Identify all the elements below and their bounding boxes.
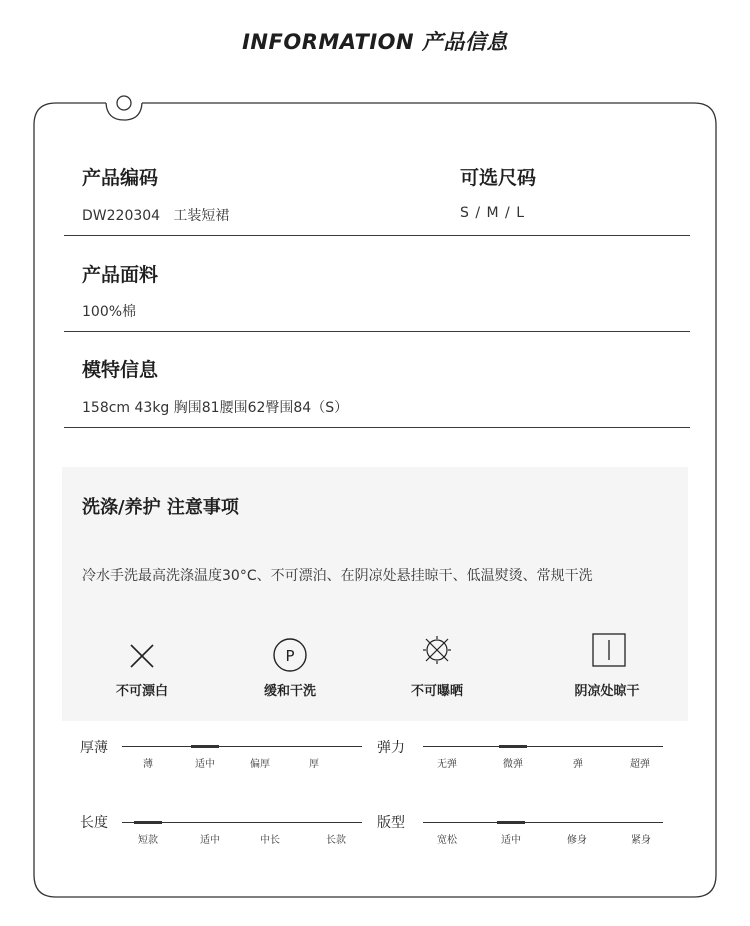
divider bbox=[64, 427, 690, 428]
care-icon-label: 阴凉处晾干 bbox=[574, 684, 640, 699]
circle-p-icon bbox=[272, 637, 308, 673]
scale-option-label: 偏厚 bbox=[250, 759, 270, 770]
scale-title: 弹力 bbox=[377, 740, 405, 756]
scale-title: 长度 bbox=[80, 815, 108, 831]
care-section bbox=[62, 467, 688, 721]
scale-option-label: 适中 bbox=[501, 835, 521, 846]
scale-option-label: 厚 bbox=[309, 759, 319, 770]
care-description: 冷水手洗最高洗涤温度30°C、不可漂泊、在阴凉处悬挂晾干、低温熨烫、常规干洗 bbox=[82, 568, 593, 584]
model-value: 158cm 43kg 胸围81腰围62臀围84（S） bbox=[82, 400, 349, 416]
sizes-heading: 可选尺码 bbox=[460, 167, 537, 189]
hang-tag-hole-icon bbox=[117, 96, 131, 110]
product-code-value: DW220304 工装短裙 bbox=[82, 208, 230, 224]
svg-text:P: P bbox=[285, 647, 295, 665]
scale-option-label: 短款 bbox=[138, 835, 158, 846]
scale-option-label: 长款 bbox=[326, 835, 346, 846]
scale-option-label: 薄 bbox=[143, 759, 153, 770]
scale-option-label: 中长 bbox=[260, 835, 280, 846]
scale-option-label: 微弹 bbox=[503, 759, 523, 770]
scale-option-label: 适中 bbox=[195, 759, 215, 770]
divider bbox=[64, 331, 690, 332]
scale-title: 版型 bbox=[377, 815, 405, 831]
scale-line bbox=[423, 746, 663, 747]
shade-dry-icon bbox=[592, 633, 626, 667]
cross-icon bbox=[127, 641, 157, 671]
scale-option-label: 适中 bbox=[200, 835, 220, 846]
scale-option-label: 宽松 bbox=[437, 835, 457, 846]
scale-selected-marker bbox=[191, 745, 219, 748]
scale-option-label: 弹 bbox=[573, 759, 583, 770]
care-heading: 洗涤/养护 注意事项 bbox=[82, 497, 239, 518]
care-icon-label: 不可漂白 bbox=[115, 684, 168, 699]
divider bbox=[64, 235, 690, 236]
scale-option-label: 无弹 bbox=[437, 759, 457, 770]
scale-selected-marker bbox=[497, 821, 525, 824]
scale-option-label: 修身 bbox=[567, 835, 587, 846]
page-title: INFORMATION 产品信息 bbox=[242, 30, 508, 54]
scale-option-label: 紧身 bbox=[631, 835, 651, 846]
care-icon-label: 缓和干洗 bbox=[263, 684, 316, 699]
scale-selected-marker bbox=[134, 821, 162, 824]
crossed-sun-icon bbox=[422, 635, 452, 665]
scale-selected-marker bbox=[499, 745, 527, 748]
scale-line bbox=[122, 746, 362, 747]
scale-option-label: 超弹 bbox=[630, 759, 650, 770]
product-code-heading: 产品编码 bbox=[82, 167, 159, 189]
scale-line bbox=[423, 822, 663, 823]
fabric-value: 100%棉 bbox=[82, 304, 137, 320]
scale-title: 厚薄 bbox=[80, 740, 108, 756]
fabric-heading: 产品面料 bbox=[82, 264, 159, 286]
care-icon-label: 不可曝晒 bbox=[410, 684, 463, 699]
sizes-value: S / M / L bbox=[460, 205, 525, 221]
model-heading: 模特信息 bbox=[82, 359, 159, 381]
